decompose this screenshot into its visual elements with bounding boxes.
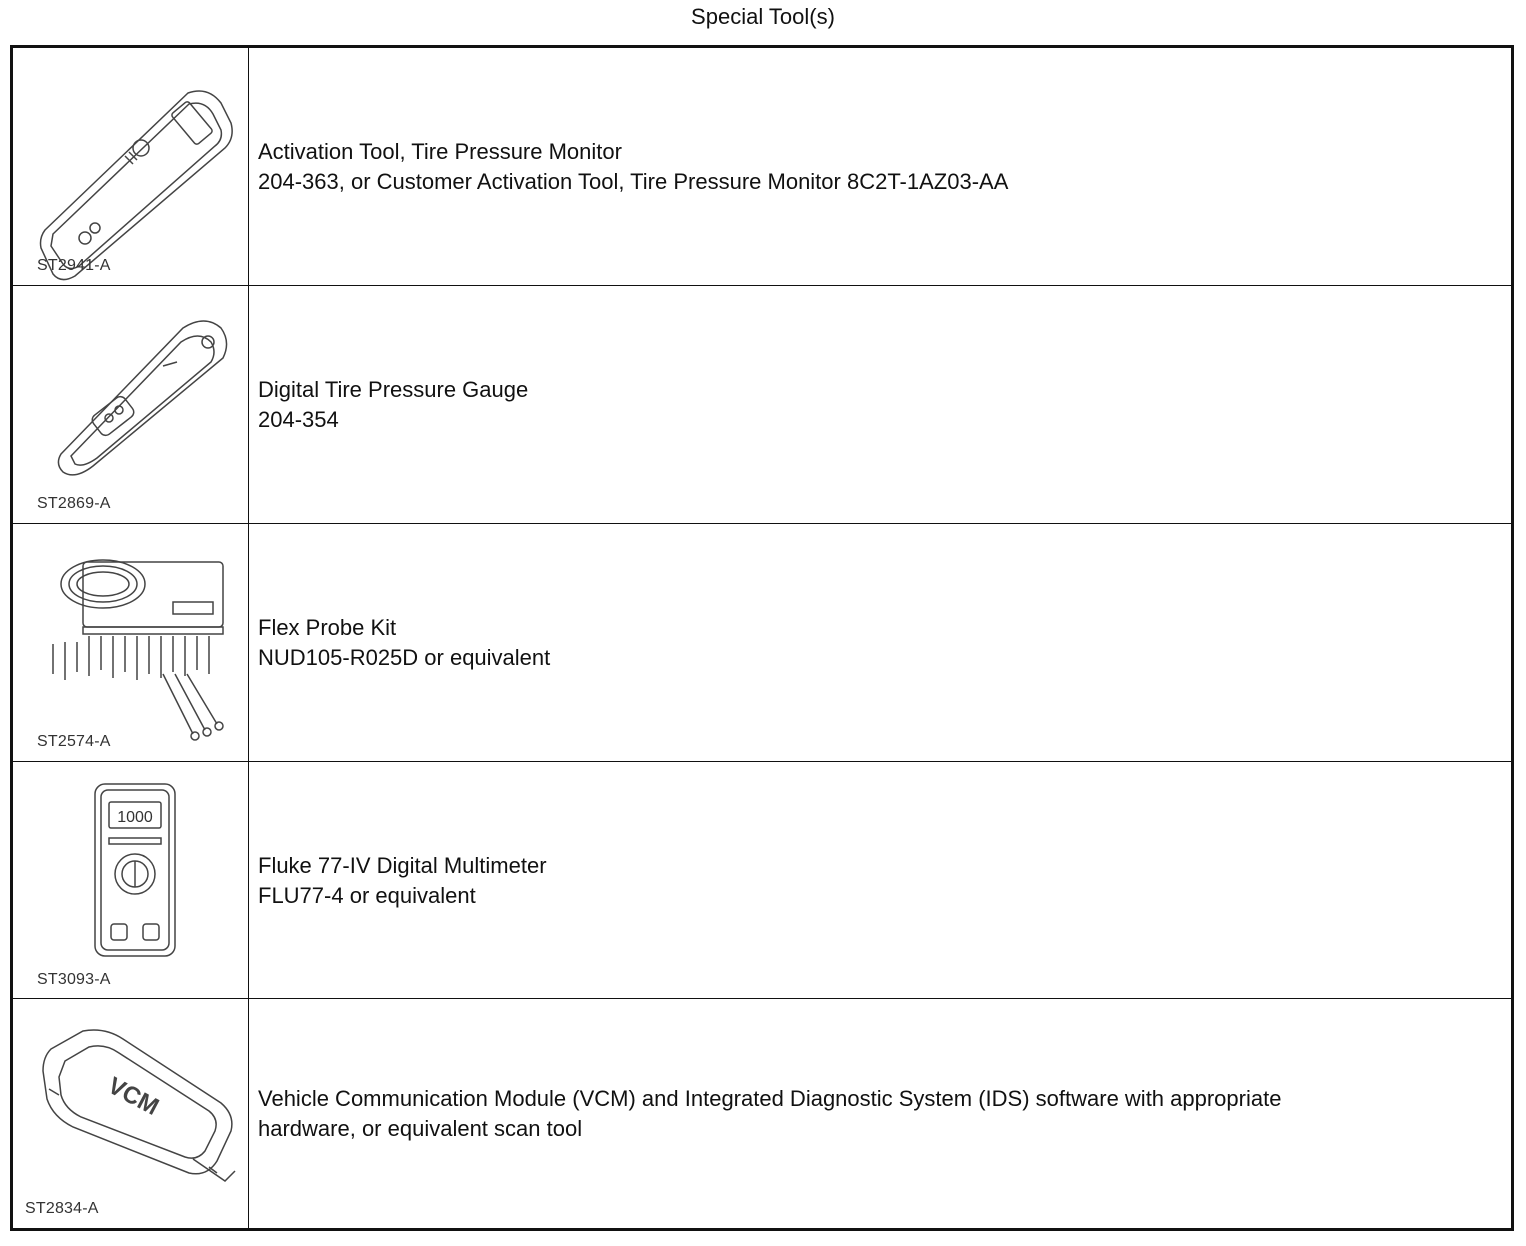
tool-code: ST3093-A bbox=[37, 971, 111, 988]
tool-description-cell bbox=[249, 999, 1511, 1228]
tire-pressure-gauge-icon bbox=[13, 286, 248, 523]
tool-image-cell bbox=[13, 286, 249, 523]
tool-name: Activation Tool, Tire Pressure Monitor bbox=[258, 138, 622, 164]
tool-detail: 204-354 bbox=[258, 406, 339, 432]
tool-name: Vehicle Communication Module (VCM) and Integrated Diagnostic System (IDS) software with appropriate bbox=[258, 1085, 1282, 1111]
tool-name: Fluke 77-IV Digital Multimeter bbox=[258, 852, 547, 878]
tool-description-cell bbox=[249, 762, 1511, 999]
vcm-label: VCM bbox=[103, 1072, 164, 1121]
tool-detail: NUD105-R025D or equivalent bbox=[258, 644, 551, 670]
tool-image-cell bbox=[13, 48, 249, 285]
tool-code: ST2834-A bbox=[25, 1200, 99, 1217]
page-title: Special Tool(s) bbox=[691, 4, 835, 29]
multimeter-icon bbox=[13, 762, 248, 999]
tool-detail: FLU77-4 or equivalent bbox=[258, 882, 476, 908]
tool-code: ST2869-A bbox=[37, 495, 111, 512]
tool-detail: hardware, or equivalent scan tool bbox=[258, 1115, 583, 1141]
special-tools-table bbox=[10, 45, 1514, 1231]
tpms-activation-tool-icon bbox=[13, 48, 248, 285]
tool-detail: 204-363, or Customer Activation Tool, Tire Pressure Monitor 8C2T-1AZ03-AA bbox=[258, 168, 1009, 194]
vcm-module-icon bbox=[13, 999, 248, 1228]
tool-description-cell bbox=[249, 524, 1511, 761]
table-row bbox=[13, 286, 1511, 523]
table-row bbox=[13, 48, 1511, 285]
tool-code: ST2941-A bbox=[37, 257, 111, 274]
table-row bbox=[13, 524, 1511, 761]
tool-name: Digital Tire Pressure Gauge bbox=[258, 376, 529, 402]
tool-name: Flex Probe Kit bbox=[258, 614, 397, 640]
table-row bbox=[13, 762, 1511, 999]
tool-image-cell bbox=[13, 999, 249, 1228]
flex-probe-kit-icon bbox=[13, 524, 248, 761]
tool-image-cell bbox=[13, 524, 249, 761]
tool-description-cell bbox=[249, 286, 1511, 523]
table-row bbox=[13, 999, 1511, 1228]
tool-code: ST2574-A bbox=[37, 733, 111, 750]
tool-description-cell bbox=[249, 48, 1511, 285]
tool-image-cell bbox=[13, 762, 249, 999]
multimeter-display: 1000 bbox=[117, 809, 153, 826]
